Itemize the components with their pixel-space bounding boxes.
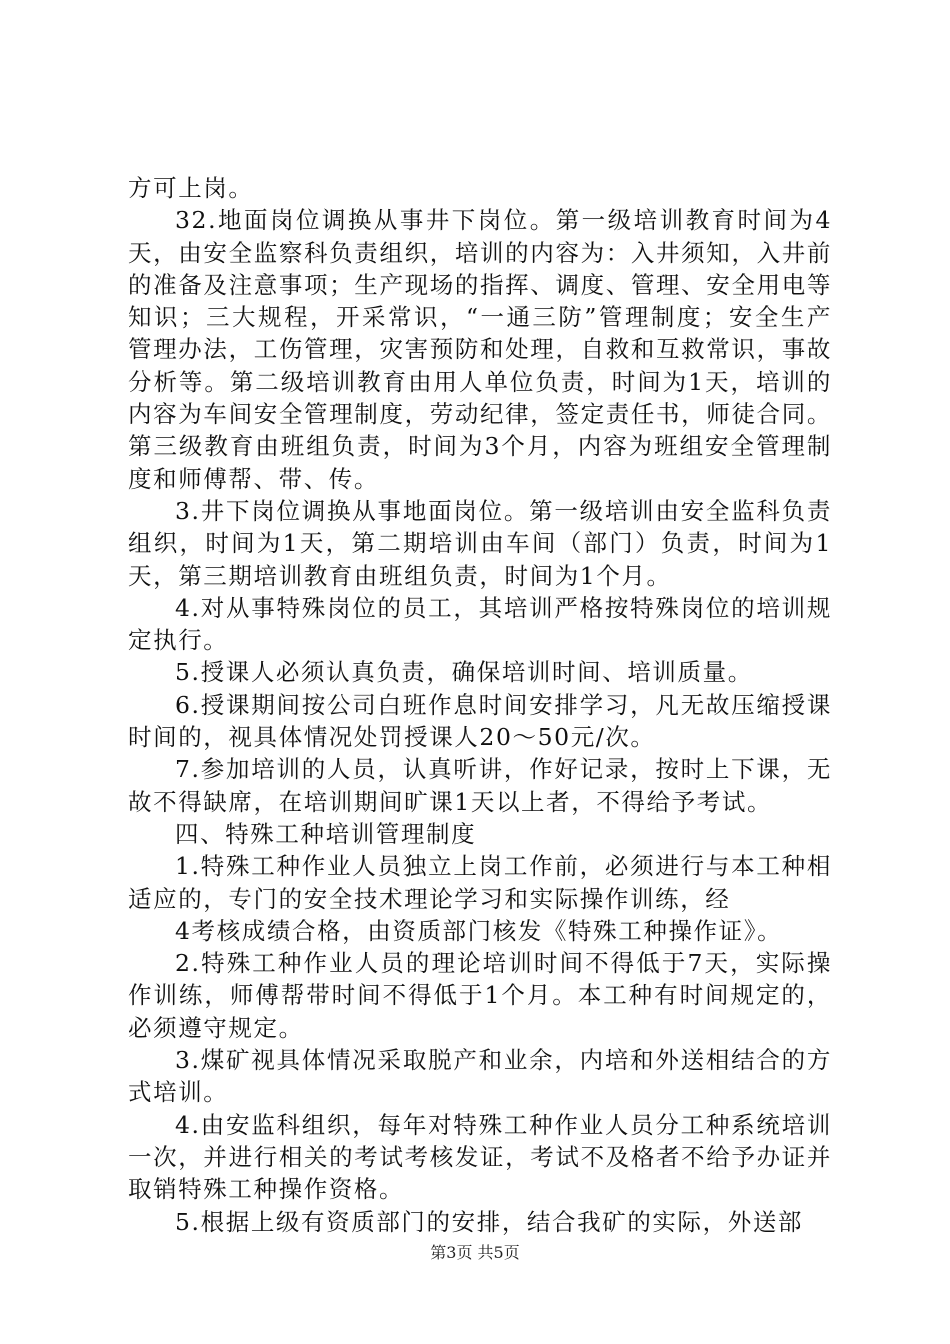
paragraph-item-6: 6.授课期间按公司白班作息时间安排学习，凡无故压缩授课时间的，视具体情况处罚授课人20～50元/次。	[128, 690, 832, 752]
paragraph-special-2: 2.特殊工种作业人员的理论培训时间不得低于7天，实际操作训练，师傅帮带时间不得低于1个月。本工种有时间规定的，必须遵守规定。	[128, 949, 832, 1042]
paragraph-special-1: 1.特殊工种作业人员独立上岗工作前，必须进行与本工种相适应的，专门的安全技术理论学习和实际操作训练，经	[128, 852, 832, 913]
paragraph-special-1-cont: 4考核成绩合格，由资质部门核发《特殊工种操作证》。	[175, 916, 783, 945]
paragraph-special-4: 4.由安监科组织，每年对特殊工种作业人员分工种系统培训一次，并进行相关的考试考核发证，考试不及格者不给予办证并取销特殊工种操作资格。	[128, 1110, 832, 1204]
paragraph-item-4: 4.对从事特殊岗位的员工，其培训严格按特殊岗位的培训规定执行。	[128, 593, 832, 655]
paragraph-item-3: 3.井下岗位调换从事地面岗位。第一级培训由安全监科负责组织，时间为1天，第二期培训由车间（部门）负责，时间为1天，第三期培训教育由班组负责，时间为1个月。	[128, 496, 832, 590]
paragraph-special-3: 3.煤矿视具体情况采取脱产和业余，内培和外送相结合的方式培训。	[128, 1046, 832, 1107]
section-heading: 四、特殊工种培训管理制度	[175, 819, 477, 848]
paragraph-continuation: 方可上岗。	[128, 174, 254, 202]
paragraph-item-32: 32.地面岗位调换从事井下岗位。第一级培训教育时间为4天，由安全监察科负责组织，培训的内容为：入井须知，入井前的准备及注意事项；生产现场的指挥、调度、管理、安全用电等知识；三大规程，开采常识，“一通三防”管理制度；安全生产管理办法，工伤管理，灾害预防和处理，自救和互救常识，事故分析等。第二级培训教育由用人单位负责，时间为1天，培训的内容为车间安全管理制度，劳动纪律，签定责任书，师徒合同。第三级教育由班组负责，时间为3个月，内容为班组安全管理制度和师傅帮、带、传。	[128, 206, 832, 493]
document-body	[128, 172, 832, 1238]
paragraph-item-5: 5.授课人必须认真负责，确保培训时间、培训质量。	[175, 658, 753, 687]
page-footer: 第3页 共5页	[430, 1243, 520, 1262]
paragraph-special-5: 5.根据上级有资质部门的安排，结合我矿的实际，外送部	[175, 1207, 804, 1236]
paragraph-item-7: 7.参加培训的人员，认真听讲，作好记录，按时上下课，无故不得缺席，在培训期间旷课1天以上者，不得给予考试。	[128, 755, 832, 816]
